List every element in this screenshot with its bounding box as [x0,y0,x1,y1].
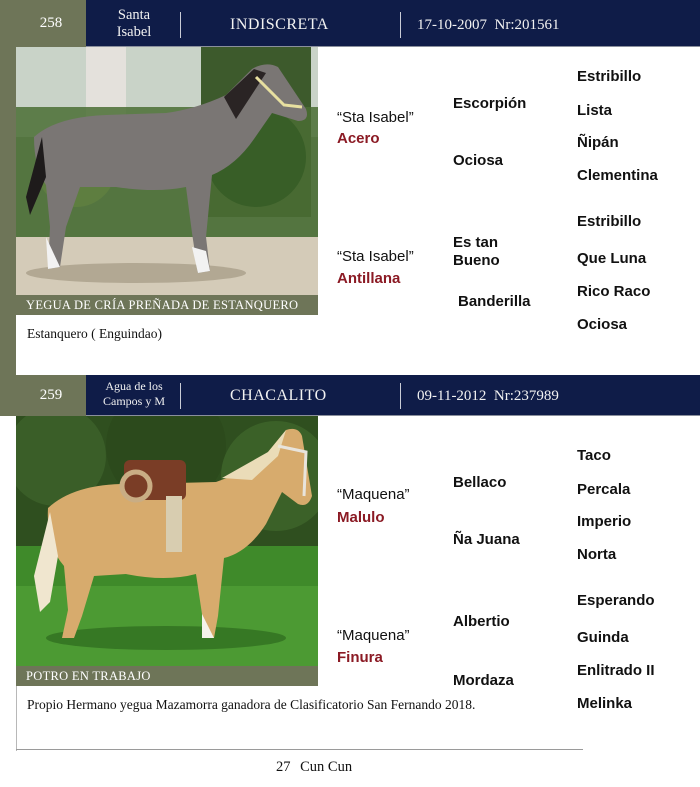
lot-number: 259 [16,375,86,416]
note: Estanquero ( Enguindao) [27,326,162,341]
lot-number: 258 [16,0,86,47]
great-grandparent: Imperio [577,513,632,530]
dam-affix: “Sta Isabel” [337,248,414,265]
horse-photo-image [16,47,318,295]
separator [180,383,181,409]
sire-affix: “Maquena” [337,486,410,503]
header-bar [86,0,700,47]
horse-photo [16,47,318,295]
photo-caption: POTRO EN TRABAJO [16,666,318,686]
footer-rule [16,749,583,750]
breeder [86,379,182,409]
page-number: 27 [276,759,291,775]
dam-name: Finura [337,649,383,666]
breeder [86,7,182,41]
grandparent: Ociosa [453,152,504,169]
header-bar [86,375,700,416]
grandparent: Escorpión [453,95,527,112]
great-grandparent: Estribillo [577,213,642,230]
great-grandparent: Taco [577,447,611,464]
great-grandparent: Enlitrado II [577,662,655,679]
dam-affix: “Maquena” [337,627,410,644]
side-strip [0,375,16,416]
grandparent: Banderilla [458,293,531,310]
footer [276,759,352,776]
grandparent: Albertio [453,613,510,630]
horse-photo [16,416,318,666]
breeder-line: Isabel [116,24,152,40]
great-grandparent: Ociosa [577,316,628,333]
great-grandparent: Percala [577,481,631,498]
separator [400,12,401,38]
sire-affix: “Sta Isabel” [337,109,414,126]
great-grandparent: Esperando [577,592,655,609]
note: Propio Hermano yegua Mazamorra ganadora de Clasificatorio San Fernando 2018. [27,697,476,712]
horse-name: INDISCRETA [230,16,329,33]
great-grandparent: Que Luna [577,250,647,267]
sire-name: Acero [337,130,380,147]
separator [180,12,181,38]
grandparent: Ña Juana [453,531,520,548]
great-grandparent: Ñipán [577,134,619,151]
horse-name: CHACALITO [230,387,327,404]
grandparent: Bellaco [453,474,507,491]
great-grandparent: Estribillo [577,68,642,85]
great-grandparent: Melinka [577,695,633,712]
breeder-line: Santa [117,7,151,23]
great-grandparent: Norta [577,546,617,563]
great-grandparent: Clementina [577,167,658,184]
grandparent: Es tan Bueno [453,234,500,269]
breeder-line: Campos y M [102,394,165,408]
footer-title: Cun Cun [300,759,353,775]
birth-date-registry: 17-10-2007 Nr:201561 [417,17,560,33]
photo-caption: YEGUA DE CRÍA PREÑADA DE ESTANQUERO [16,295,318,315]
dam-name: Antillana [337,270,401,287]
separator [400,383,401,409]
great-grandparent: Lista [577,102,613,119]
horse-photo-image [16,416,318,666]
great-grandparent: Guinda [577,629,629,646]
side-strip [0,0,16,375]
sire-name: Malulo [337,509,385,526]
breeder-line: Agua de los [105,379,163,393]
great-grandparent: Rico Raco [577,283,651,300]
birth-date-registry: 09-11-2012 Nr:237989 [417,388,559,404]
grandparent: Mordaza [453,672,514,689]
